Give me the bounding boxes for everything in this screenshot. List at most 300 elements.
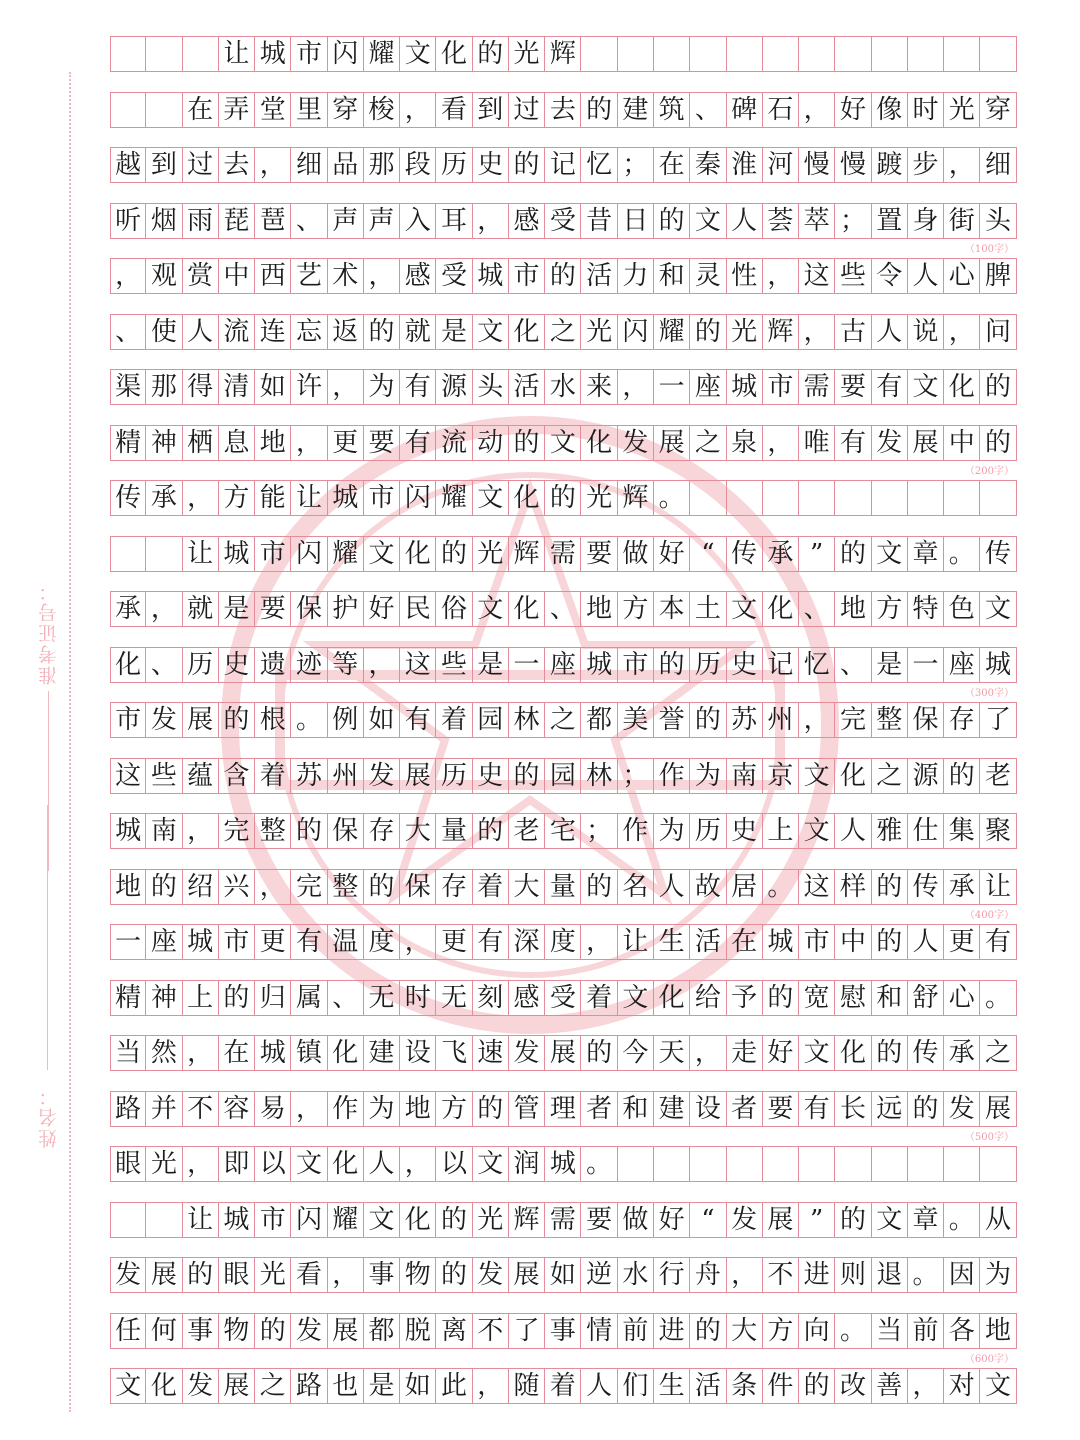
grid-char: 护 xyxy=(328,592,364,626)
grid-char: 闪 xyxy=(618,315,654,349)
grid-char: 展 xyxy=(400,759,436,793)
grid-char: 看 xyxy=(291,1258,327,1292)
grid-char: 南 xyxy=(146,814,182,848)
name-label: 姓名： xyxy=(37,1085,60,1148)
grid-char: 量 xyxy=(436,814,472,848)
paragraph-2-row xyxy=(110,813,1017,849)
word-count-marker: （400字） xyxy=(964,909,1014,921)
grid-char: 、 xyxy=(835,648,871,682)
grid-char: 活 xyxy=(690,925,726,959)
grid-char: 发 xyxy=(727,1203,763,1237)
grid-char: 属 xyxy=(291,981,327,1015)
paragraph-2-row xyxy=(110,924,1017,960)
grid-cell-empty xyxy=(690,37,726,71)
grid-char: 展 xyxy=(654,426,690,460)
grid-cell-empty xyxy=(727,37,763,71)
grid-char: ； xyxy=(835,204,871,238)
grid-char: 好 xyxy=(654,537,690,571)
grid-char: 展 xyxy=(545,1036,581,1070)
grid-char: 耀 xyxy=(654,315,690,349)
grid-char: 展 xyxy=(183,703,219,737)
grid-char: 大 xyxy=(400,814,436,848)
grid-char: 方 xyxy=(763,1314,799,1348)
grid-char: 河 xyxy=(763,148,799,182)
grid-char: 这 xyxy=(110,759,146,793)
grid-char: 文 xyxy=(799,759,835,793)
grid-char: 无 xyxy=(436,981,472,1015)
grid-char: 和 xyxy=(654,259,690,293)
grid-char: ， xyxy=(255,148,291,182)
grid-char: ， xyxy=(146,592,182,626)
grid-char: 居 xyxy=(727,870,763,904)
binding-dotted-line xyxy=(69,72,71,1412)
grid-char: 誉 xyxy=(654,703,690,737)
grid-char: 有 xyxy=(400,426,436,460)
grid-char: 的 xyxy=(436,1203,472,1237)
grid-char: 令 xyxy=(872,259,908,293)
grid-char: 石 xyxy=(763,93,799,127)
grid-char: ， xyxy=(291,1092,327,1126)
grid-cell-empty xyxy=(944,37,980,71)
grid-cell-empty xyxy=(618,1147,654,1181)
grid-char: 展 xyxy=(908,426,944,460)
grid-cell-empty xyxy=(146,93,182,127)
grid-char: 座 xyxy=(944,648,980,682)
grid-char: 让 xyxy=(183,537,219,571)
grid-char: ， xyxy=(183,814,219,848)
grid-char: 需 xyxy=(799,370,835,404)
grid-cell-empty xyxy=(727,1147,763,1181)
grid-char: 化 xyxy=(509,592,545,626)
grid-char: 雨 xyxy=(183,204,219,238)
grid-char: 史 xyxy=(727,814,763,848)
grid-cell-empty xyxy=(690,481,726,515)
grid-char: 术 xyxy=(328,259,364,293)
grid-char: ， xyxy=(473,204,509,238)
grid-char: 耀 xyxy=(328,537,364,571)
grid-char: 、 xyxy=(146,648,182,682)
grid-char: 声 xyxy=(364,204,400,238)
grid-char: 这 xyxy=(799,259,835,293)
grid-char: 些 xyxy=(146,759,182,793)
grid-char: 座 xyxy=(690,370,726,404)
grid-char: ， xyxy=(110,259,146,293)
grid-char: 的 xyxy=(835,537,871,571)
paragraph-1-row xyxy=(110,92,1017,128)
grid-char: 文 xyxy=(872,537,908,571)
grid-char: 化 xyxy=(400,1203,436,1237)
grid-char: 过 xyxy=(509,93,545,127)
grid-char: 有 xyxy=(872,370,908,404)
grid-char: 、 xyxy=(328,981,364,1015)
grid-char: 文 xyxy=(980,1369,1016,1403)
grid-char: 任 xyxy=(110,1314,146,1348)
grid-char: 文 xyxy=(980,592,1016,626)
grid-char: 方 xyxy=(436,1092,472,1126)
grid-char: 看 xyxy=(436,93,472,127)
grid-char: 京 xyxy=(763,759,799,793)
grid-char: 记 xyxy=(545,148,581,182)
grid-char: 光 xyxy=(509,37,545,71)
grid-char: 不 xyxy=(473,1314,509,1348)
grid-char: 文 xyxy=(690,204,726,238)
grid-char: 清 xyxy=(219,370,255,404)
grid-char: 地 xyxy=(400,1092,436,1126)
grid-char: 有 xyxy=(835,426,871,460)
grid-char: 化 xyxy=(509,315,545,349)
grid-char: 人 xyxy=(908,925,944,959)
grid-char: 改 xyxy=(835,1369,871,1403)
grid-char: 存 xyxy=(364,814,400,848)
grid-char: 天 xyxy=(654,1036,690,1070)
grid-char: 的 xyxy=(690,1314,726,1348)
grid-char: 西 xyxy=(255,259,291,293)
grid-char: 完 xyxy=(291,870,327,904)
grid-char: 历 xyxy=(436,759,472,793)
grid-char: 在 xyxy=(219,1036,255,1070)
grid-char: 文 xyxy=(545,426,581,460)
grid-char: 的 xyxy=(364,315,400,349)
grid-cell-empty xyxy=(763,1147,799,1181)
grid-char: 为 xyxy=(690,759,726,793)
grid-char: 的 xyxy=(654,204,690,238)
grid-char: 量 xyxy=(545,870,581,904)
grid-char: 含 xyxy=(219,759,255,793)
grid-char: 发 xyxy=(618,426,654,460)
grid-char: 件 xyxy=(763,1369,799,1403)
grid-char: 。 xyxy=(980,981,1016,1015)
grid-char: 更 xyxy=(944,925,980,959)
grid-char: 承 xyxy=(110,592,146,626)
grid-char: 宅 xyxy=(545,814,581,848)
grid-char: 的 xyxy=(980,426,1016,460)
grid-char: 让 xyxy=(618,925,654,959)
grid-char: 辉 xyxy=(509,537,545,571)
grid-char: 就 xyxy=(400,315,436,349)
grid-char: 人 xyxy=(872,315,908,349)
grid-char: 的 xyxy=(146,870,182,904)
grid-char: 着 xyxy=(581,981,617,1015)
grid-char: 性 xyxy=(727,259,763,293)
grid-char: 古 xyxy=(835,315,871,349)
grid-char: 是 xyxy=(436,315,472,349)
paragraph-2-row xyxy=(110,758,1017,794)
grid-char: 的 xyxy=(908,1092,944,1126)
grid-char: 好 xyxy=(835,93,871,127)
grid-char: 时 xyxy=(908,93,944,127)
grid-char: 辉 xyxy=(763,315,799,349)
grid-char: 中 xyxy=(944,426,980,460)
grid-char: 荟 xyxy=(763,204,799,238)
grid-char: 感 xyxy=(400,259,436,293)
grid-char: 说 xyxy=(908,315,944,349)
grid-char: 史 xyxy=(473,759,509,793)
grid-char: 、 xyxy=(799,592,835,626)
grid-char: 源 xyxy=(908,759,944,793)
grid-char: 城 xyxy=(255,1036,291,1070)
word-count-marker: （100字） xyxy=(964,243,1014,255)
grid-char: 历 xyxy=(436,148,472,182)
grid-cell-empty xyxy=(944,1147,980,1181)
grid-char: ， xyxy=(799,315,835,349)
grid-char: 生 xyxy=(654,1369,690,1403)
grid-char: 城 xyxy=(183,925,219,959)
grid-char: 的 xyxy=(581,1036,617,1070)
grid-char: 大 xyxy=(509,870,545,904)
grid-char: 市 xyxy=(364,481,400,515)
grid-char: 的 xyxy=(473,37,509,71)
grid-char: 土 xyxy=(690,592,726,626)
grid-char: 文 xyxy=(872,1203,908,1237)
grid-char: 承 xyxy=(146,481,182,515)
grid-char: 堂 xyxy=(255,93,291,127)
grid-char: 退 xyxy=(872,1258,908,1292)
grid-char: 琵 xyxy=(219,204,255,238)
grid-char: 光 xyxy=(581,315,617,349)
grid-char: 有 xyxy=(980,925,1016,959)
grid-char: 化 xyxy=(944,370,980,404)
grid-cell-empty xyxy=(872,37,908,71)
grid-char: 的 xyxy=(364,870,400,904)
grid-char: 头 xyxy=(980,204,1016,238)
grid-char: 光 xyxy=(944,93,980,127)
grid-char: 远 xyxy=(872,1092,908,1126)
grid-char: 各 xyxy=(944,1314,980,1348)
grid-char: 受 xyxy=(436,259,472,293)
grid-char: 之 xyxy=(690,426,726,460)
grid-char: 展 xyxy=(219,1369,255,1403)
grid-char: 予 xyxy=(727,981,763,1015)
grid-char: ， xyxy=(400,925,436,959)
grid-char: 有 xyxy=(473,925,509,959)
grid-char: 人 xyxy=(654,870,690,904)
grid-char: ， xyxy=(364,648,400,682)
grid-char: 林 xyxy=(509,703,545,737)
grid-cell-empty xyxy=(763,37,799,71)
grid-char: 的 xyxy=(436,537,472,571)
grid-char: 发 xyxy=(872,426,908,460)
grid-char: 要 xyxy=(581,537,617,571)
grid-char: 文 xyxy=(473,315,509,349)
grid-char: 、 xyxy=(545,592,581,626)
grid-char: 发 xyxy=(473,1258,509,1292)
grid-char: 方 xyxy=(219,481,255,515)
exam-id-label: 准考证号： xyxy=(37,580,60,685)
grid-char: 流 xyxy=(436,426,472,460)
grid-char: 闪 xyxy=(291,1203,327,1237)
grid-char: 。 xyxy=(908,1258,944,1292)
grid-char: ， xyxy=(727,1258,763,1292)
grid-char: ， xyxy=(690,1036,726,1070)
grid-char: 城 xyxy=(328,481,364,515)
grid-char: 人 xyxy=(835,814,871,848)
grid-char: 泉 xyxy=(727,426,763,460)
grid-char: 度 xyxy=(545,925,581,959)
grid-char: 不 xyxy=(183,1092,219,1126)
grid-char: 人 xyxy=(908,259,944,293)
grid-cell-empty xyxy=(763,481,799,515)
grid-char: 生 xyxy=(654,925,690,959)
grid-char: 史 xyxy=(727,648,763,682)
grid-char: 完 xyxy=(219,814,255,848)
grid-char: ， xyxy=(400,93,436,127)
grid-char: 离 xyxy=(436,1314,472,1348)
grid-char: 更 xyxy=(436,925,472,959)
grid-char: 地 xyxy=(835,592,871,626)
grid-char: 舟 xyxy=(690,1258,726,1292)
grid-char: 样 xyxy=(835,870,871,904)
grid-char: 置 xyxy=(872,204,908,238)
grid-char: 有 xyxy=(400,370,436,404)
grid-char: 的 xyxy=(980,370,1016,404)
grid-char: 情 xyxy=(581,1314,617,1348)
grid-char: 传 xyxy=(908,870,944,904)
grid-char: 市 xyxy=(255,537,291,571)
grid-char: 的 xyxy=(436,1258,472,1292)
grid-char: 保 xyxy=(908,703,944,737)
grid-cell-empty xyxy=(799,37,835,71)
grid-char: 州 xyxy=(328,759,364,793)
grid-char: 们 xyxy=(618,1369,654,1403)
grid-cell-empty xyxy=(183,37,219,71)
grid-char: 进 xyxy=(654,1314,690,1348)
grid-char: 听 xyxy=(110,204,146,238)
grid-char: 化 xyxy=(763,592,799,626)
grid-char: 完 xyxy=(835,703,871,737)
grid-char: 了 xyxy=(980,703,1016,737)
grid-char: 展 xyxy=(980,1092,1016,1126)
grid-char: 闪 xyxy=(291,537,327,571)
grid-char: 刻 xyxy=(473,981,509,1015)
grid-char: 何 xyxy=(146,1314,182,1348)
grid-char: 弄 xyxy=(219,93,255,127)
grid-char: 的 xyxy=(509,426,545,460)
grid-char: 这 xyxy=(400,648,436,682)
grid-char: 等 xyxy=(328,648,364,682)
grid-char: 苏 xyxy=(727,703,763,737)
grid-char: 化 xyxy=(110,648,146,682)
grid-char: 细 xyxy=(980,148,1016,182)
grid-char: 俗 xyxy=(436,592,472,626)
grid-char: 越 xyxy=(110,148,146,182)
paragraph-3-row xyxy=(110,1368,1017,1404)
grid-char: 无 xyxy=(364,981,400,1015)
writing-grid xyxy=(110,0,1017,1440)
grid-char: 光 xyxy=(727,315,763,349)
paragraph-2-row xyxy=(110,869,1017,905)
grid-char: 化 xyxy=(509,481,545,515)
grid-char: 在 xyxy=(654,148,690,182)
grid-cell-empty xyxy=(146,537,182,571)
grid-char: 方 xyxy=(872,592,908,626)
grid-char: 感 xyxy=(509,204,545,238)
grid-char: 。 xyxy=(654,481,690,515)
grid-char: 为 xyxy=(364,1092,400,1126)
grid-char: 文 xyxy=(291,1147,327,1181)
grid-char: 的 xyxy=(219,703,255,737)
grid-char: 发 xyxy=(110,1258,146,1292)
grid-char: 的 xyxy=(835,1203,871,1237)
grid-char: 水 xyxy=(545,370,581,404)
grid-char: 得 xyxy=(183,370,219,404)
grid-char: 的 xyxy=(473,1092,509,1126)
grid-char: 都 xyxy=(581,703,617,737)
grid-char: 市 xyxy=(799,925,835,959)
grid-char: 化 xyxy=(581,426,617,460)
grid-char: 化 xyxy=(400,537,436,571)
grid-char: 建 xyxy=(618,93,654,127)
grid-char: 易 xyxy=(255,1092,291,1126)
grid-char: 。 xyxy=(944,1203,980,1237)
exam-id-field xyxy=(28,580,68,871)
grid-char: 碑 xyxy=(727,93,763,127)
grid-char: 之 xyxy=(872,759,908,793)
grid-char: 如 xyxy=(545,1258,581,1292)
grid-char: 园 xyxy=(473,703,509,737)
grid-char: 一 xyxy=(908,648,944,682)
grid-char: 化 xyxy=(835,759,871,793)
grid-char: ， xyxy=(255,870,291,904)
grid-char: 品 xyxy=(328,148,364,182)
grid-char: 之 xyxy=(980,1036,1016,1070)
grid-cell-empty xyxy=(727,481,763,515)
grid-char: 历 xyxy=(690,648,726,682)
grid-char: 市 xyxy=(509,259,545,293)
grid-char: ” xyxy=(799,537,835,571)
grid-char: 仕 xyxy=(908,814,944,848)
grid-char: 更 xyxy=(255,925,291,959)
grid-char: 市 xyxy=(763,370,799,404)
grid-char: 城 xyxy=(581,648,617,682)
grid-char: 遗 xyxy=(255,648,291,682)
grid-char: 城 xyxy=(219,537,255,571)
grid-char: 光 xyxy=(146,1147,182,1181)
grid-char: 的 xyxy=(581,870,617,904)
grid-cell-empty xyxy=(654,1147,690,1181)
grid-char: 些 xyxy=(835,259,871,293)
grid-cell-empty xyxy=(654,37,690,71)
grid-char: 时 xyxy=(400,981,436,1015)
grid-char: 入 xyxy=(400,204,436,238)
grid-char: 让 xyxy=(183,1203,219,1237)
grid-char: 声 xyxy=(328,204,364,238)
grid-char: ” xyxy=(799,1203,835,1237)
grid-char: 段 xyxy=(400,148,436,182)
grid-char: 市 xyxy=(219,925,255,959)
grid-char: 活 xyxy=(690,1369,726,1403)
grid-cell-empty xyxy=(908,481,944,515)
grid-char: 的 xyxy=(545,259,581,293)
grid-char: 发 xyxy=(944,1092,980,1126)
grid-char: 那 xyxy=(364,148,400,182)
grid-char: 美 xyxy=(618,703,654,737)
grid-char: 人 xyxy=(183,315,219,349)
grid-char: 的 xyxy=(654,648,690,682)
grid-char: 化 xyxy=(654,981,690,1015)
grid-char: 园 xyxy=(545,759,581,793)
grid-char: 到 xyxy=(146,148,182,182)
grid-char: 舒 xyxy=(908,981,944,1015)
grid-char: ， xyxy=(328,370,364,404)
paragraph-2-row xyxy=(110,647,1017,683)
grid-char: 去 xyxy=(219,148,255,182)
grid-char: 并 xyxy=(146,1092,182,1126)
grid-char: 文 xyxy=(473,1147,509,1181)
grid-char: 那 xyxy=(146,370,182,404)
grid-char: 上 xyxy=(183,981,219,1015)
grid-char: 事 xyxy=(183,1314,219,1348)
grid-char: 流 xyxy=(219,315,255,349)
